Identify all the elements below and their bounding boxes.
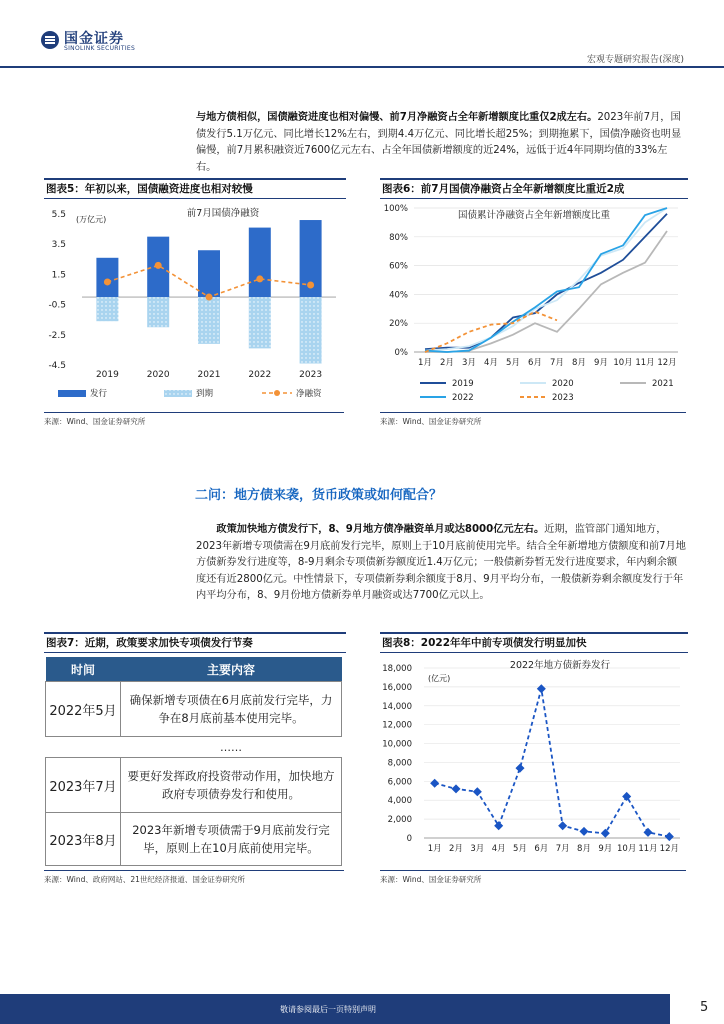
issuance-point [579, 827, 588, 836]
x-tick-label: 2022 [248, 370, 272, 380]
series-line-2021 [425, 231, 667, 352]
legend-marker-net [274, 390, 280, 396]
issuance-point [430, 779, 439, 788]
issuance-point [451, 784, 460, 793]
issuance-point [643, 828, 652, 837]
row-content: 2023年新增专项债需于9月底前发行完毕，原则上在10月底前使用完毕。 [121, 813, 342, 866]
x-tick-label: 11月 [638, 844, 658, 854]
policy-paragraph-body: 近期，监管部门通知地方，2023年新增专项债需在9月底前发行完毕，原则上于10月底前使用完毕。结合全年新增地方债额度和前7月地方债新券发行进度等，8-9月剩余专项债新券额度近1.4万亿元；一般债新券暂无发行进度要求，年内剩余额度还有近2800亿元。中性情景下，专项债新券剩余额度于8月、9月平均分布，一般债新券剩余额度发行于年内平均分布，8、9月份地方债新券单月融资或达7700亿元以上。 [196, 524, 686, 601]
x-tick-label: 7月 [555, 844, 570, 854]
y-tick-label: 6,000 [387, 777, 412, 788]
bar-maturity [198, 297, 220, 344]
net-financing-point [206, 294, 213, 301]
issuance-point [601, 829, 610, 838]
net-financing-point [155, 262, 162, 269]
row-date: 2023年7月 [46, 758, 121, 813]
legend-label-2021: 2021 [652, 379, 674, 389]
column-header-content: 主要内容 [121, 657, 342, 682]
y-tick-label: 14,000 [382, 701, 412, 712]
y-tick-label: 80% [389, 232, 408, 243]
issuance-point [494, 821, 503, 830]
issuance-point [515, 764, 524, 773]
legend-label-2019: 2019 [452, 379, 474, 389]
y-tick-label: 40% [389, 290, 408, 301]
issuance-point [537, 684, 546, 693]
legend-label-net: 净融资 [296, 389, 322, 399]
policy-paragraph-lead: 政策加快地方债发行下，8、9月地方债净融资单月或达8000亿元左右。 [216, 524, 545, 535]
y-tick-label: -0.5 [48, 300, 66, 311]
y-tick-label: 18,000 [382, 664, 412, 674]
y-tick-label: 0% [394, 348, 408, 358]
bar-maturity [96, 297, 118, 321]
x-tick-label: 9月 [594, 358, 608, 368]
legend-label-2023: 2023 [552, 393, 574, 403]
policy-table [45, 657, 342, 866]
table-ellipsis-row [46, 737, 342, 758]
issuance-point [622, 792, 631, 801]
fig6-source: 来源：Wind、国金证券研究所 [380, 412, 686, 428]
y-axis-unit: (亿元) [428, 674, 451, 683]
ellipsis: …… [121, 737, 342, 758]
y-tick-label: 16,000 [382, 682, 412, 693]
y-tick-label: 5.5 [51, 210, 66, 220]
x-tick-label: 2019 [95, 370, 119, 380]
legend-swatch-maturity [164, 390, 192, 397]
x-tick-label: 5月 [513, 844, 527, 854]
bar-issuance [198, 250, 220, 297]
net-financing-point [256, 275, 263, 282]
y-tick-label: 3.5 [51, 240, 66, 251]
x-tick-label: 12月 [657, 358, 677, 368]
footer-disclaimer: 敬请参阅最后一页特别声明 [280, 1005, 376, 1014]
issuance-point [665, 832, 674, 841]
intro-paragraph [196, 110, 686, 176]
x-tick-label: 6月 [534, 844, 549, 854]
x-tick-label: 2月 [440, 358, 454, 368]
x-tick-label: 10月 [617, 844, 637, 854]
y-tick-label: 2,000 [387, 815, 412, 826]
x-tick-label: 2020 [146, 370, 170, 380]
legend-swatch-issuance [58, 390, 86, 397]
section-heading: 二问：地方债来袭，货币政策或如何配合？ [195, 488, 443, 503]
fig7-source: 来源：Wind、政府网站、21世纪经济报道、国金证券研究所 [44, 870, 344, 886]
x-tick-label: 3月 [462, 358, 476, 368]
table-header-row [46, 657, 342, 682]
row-content: 要更好发挥政府投资带动作用，加快地方政府专项债券发行和使用。 [121, 758, 342, 813]
y-tick-label: -4.5 [48, 361, 66, 371]
x-tick-label: 8月 [577, 844, 591, 854]
net-financing-point [104, 278, 111, 285]
y-tick-label: 1.5 [51, 270, 66, 281]
x-tick-label: 4月 [491, 844, 506, 854]
y-tick-label: 60% [389, 261, 408, 272]
table-row [46, 758, 342, 813]
issuance-point [473, 787, 482, 796]
x-tick-label: 10月 [613, 358, 633, 368]
chart-title: 国债累计净融资占全年新增额度比重 [457, 210, 611, 221]
fig8-chart [380, 654, 686, 868]
x-tick-label: 1月 [418, 358, 432, 368]
report-type-label: 宏观专题研究报告(深度) [586, 55, 684, 65]
bar-issuance [249, 228, 271, 297]
legend-label-maturity: 到期 [196, 389, 214, 399]
series-line-2020 [425, 208, 667, 351]
column-header-time: 时间 [46, 657, 121, 682]
chart-title: 2022年地方债新券发行 [509, 660, 611, 671]
x-tick-label: 6月 [528, 358, 542, 368]
intro-paragraph-body: 2023年前7月，国债发行5.1万亿元、同比增长12%左右，到期4.4万亿元、同比增长超25%；到期拖累下，国债净融资也明显偏慢，前7月累积融资近7600亿元左右、占全年国债新增额度的近24%，远低于近4年同期均值的33%左右。 [196, 112, 682, 173]
y-axis-unit: (万亿元) [76, 215, 107, 224]
y-tick-label: -2.5 [48, 330, 66, 341]
y-tick-label: 0 [406, 834, 412, 844]
bar-maturity [249, 297, 271, 348]
x-tick-label: 1月 [427, 844, 442, 854]
bar-maturity [147, 297, 169, 327]
fig7-title: 图表7：近期，政策要求加快专项债发行节奏 [44, 632, 346, 653]
intro-paragraph-lead: 与地方债相似，国债融资进度也相对偏慢、前7月净融资占全年新增额度比重仅2成左右。 [196, 112, 598, 123]
x-tick-label: 8月 [572, 358, 586, 368]
policy-paragraph [196, 522, 686, 605]
series-line-2022 [425, 208, 667, 352]
table-row [46, 813, 342, 866]
bar-maturity [300, 297, 322, 363]
x-tick-label: 2021 [197, 370, 221, 380]
legend-label-2022: 2022 [452, 393, 474, 403]
chart-title: 前7月国债净融资 [186, 208, 260, 219]
x-tick-label: 4月 [484, 358, 498, 368]
fig8-title: 图表8：2022年年中前专项债发行明显加快 [380, 632, 688, 653]
legend-label-2020: 2020 [552, 379, 574, 389]
y-tick-label: 100% [383, 204, 408, 214]
x-tick-label: 11月 [635, 358, 655, 368]
x-tick-label: 7月 [550, 358, 564, 368]
y-tick-label: 10,000 [382, 739, 412, 750]
series-line-2023 [425, 312, 557, 352]
bar-issuance [96, 258, 118, 297]
y-tick-label: 8,000 [387, 758, 412, 769]
issuance-point [558, 821, 567, 830]
page-number: 5 [700, 1000, 709, 1015]
net-financing-point [307, 281, 314, 288]
logo-chinese-name: 国金证券 [64, 31, 124, 47]
row-date: 2022年5月 [46, 682, 121, 737]
y-tick-label: 20% [389, 319, 408, 330]
sinolink-logo-icon [40, 30, 60, 50]
legend-label-issuance: 发行 [90, 389, 108, 399]
row-content: 确保新增专项债在6月底前发行完毕，力争在8月底前基本使用完毕。 [121, 682, 342, 737]
x-tick-label: 3月 [470, 844, 485, 854]
ellipsis-spacer [46, 737, 121, 758]
fig8-source: 来源：Wind、国金证券研究所 [380, 870, 686, 886]
fig6-title: 图表6：前7月国债净融资占全年新增额度比重近2成 [380, 178, 688, 199]
fig5-source: 来源：Wind、国金证券研究所 [44, 412, 344, 428]
y-tick-label: 4,000 [387, 796, 412, 807]
header-divider [0, 66, 724, 68]
x-tick-label: 12月 [659, 844, 679, 854]
fig6-chart [380, 200, 686, 412]
row-date: 2023年8月 [46, 813, 121, 866]
y-tick-label: 12,000 [382, 720, 412, 731]
x-tick-label: 2月 [449, 844, 463, 854]
x-tick-label: 9月 [598, 844, 613, 854]
x-tick-label: 5月 [506, 358, 520, 368]
fig5-chart [44, 200, 344, 412]
x-tick-label: 2023 [299, 370, 323, 380]
logo-english-name: SINOLINK SECURITIES [64, 45, 136, 52]
table-row [46, 682, 342, 737]
fig5-title: 图表5：年初以来，国债融资进度也相对较慢 [44, 178, 346, 199]
